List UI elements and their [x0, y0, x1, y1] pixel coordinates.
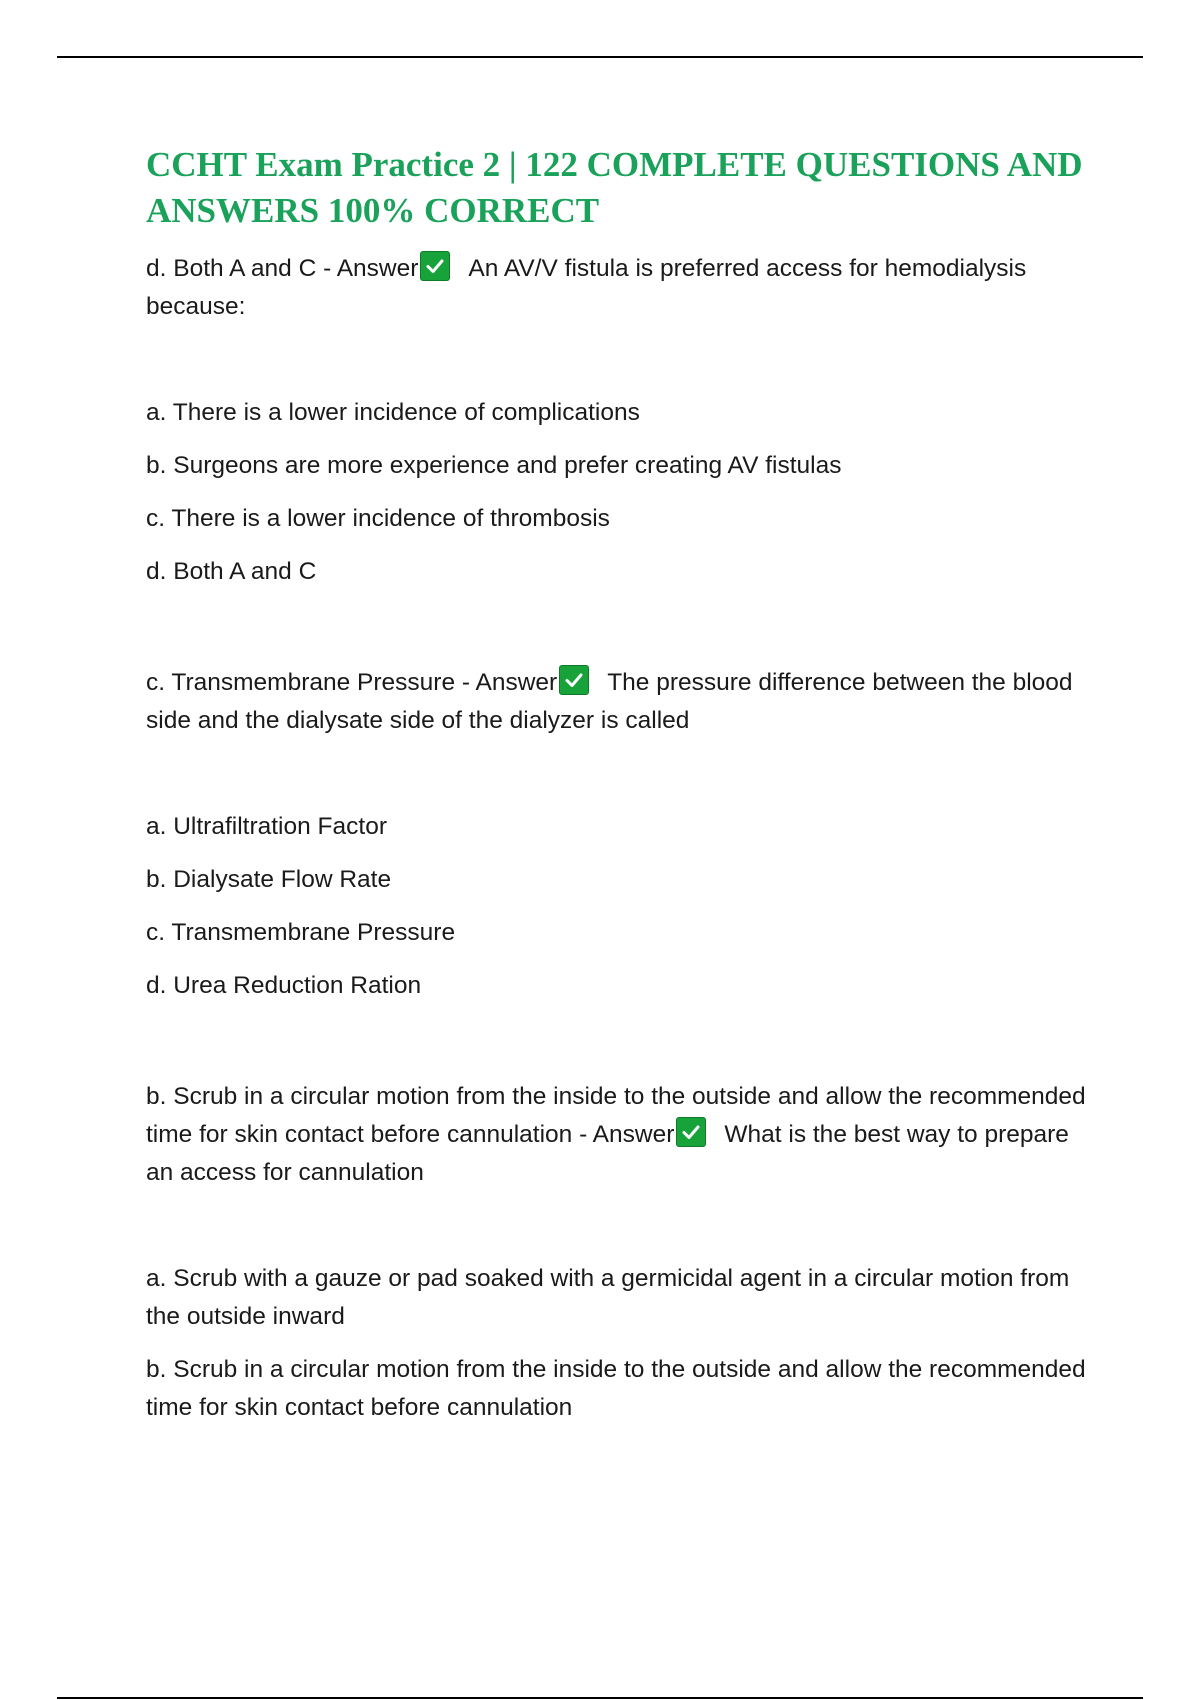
prompt-text: An AV/V fistula is preferred access for hemodialysis because:: [146, 255, 1027, 320]
option-item: b. Dialysate Flow Rate: [146, 866, 392, 893]
option-item: b. Surgeons are more experience and prefer creating AV fistulas: [146, 452, 842, 479]
option-item: c. Transmembrane Pressure: [146, 919, 456, 946]
option-item: a. Scrub with a gauze or pad soaked with a germicidal agent in a circular motion from the outside inward: [146, 1265, 1070, 1330]
option-item: d. Both A and C: [146, 558, 317, 585]
prompt-text: The pressure difference between the blood side and the dialysate side of the dialyzer is called: [146, 669, 1073, 734]
question-block-3: [146, 1078, 1086, 1427]
top-rule: [57, 56, 1143, 58]
question-text: [146, 664, 1086, 740]
answer-text: d. Both A and C - Answer: [146, 255, 419, 282]
option-item: b. Scrub in a circular motion from the inside to the outside and allow the recommended time for skin contact before cannulation: [146, 1356, 1086, 1421]
prompt-text: What is the best way to prepare an access for cannulation: [146, 1121, 1069, 1186]
question-text: [146, 250, 1086, 326]
checkmark-icon: [676, 1117, 706, 1147]
answer-text: b. Scrub in a circular motion from the inside to the outside and allow the recommended time for skin contact before cannulation - Answer: [146, 1083, 1086, 1148]
document-title: CCHT Exam Practice 2 | 122 COMPLETE QUESTIONS AND ANSWERS 100% CORRECT: [146, 145, 1083, 230]
answer-text: c. Transmembrane Pressure - Answer: [146, 669, 558, 696]
checkmark-icon: [420, 251, 450, 281]
option-item: c. There is a lower incidence of thrombosis: [146, 505, 610, 532]
question-text: [146, 1078, 1086, 1192]
option-item: d. Urea Reduction Ration: [146, 972, 422, 999]
option-item: a. There is a lower incidence of complications: [146, 399, 640, 426]
question-block-2: [146, 664, 1086, 1005]
option-item: a. Ultrafiltration Factor: [146, 813, 387, 840]
bottom-rule: [57, 1697, 1143, 1699]
checkmark-icon: [559, 665, 589, 695]
question-block-1: [146, 250, 1086, 591]
document-body: [146, 142, 1086, 1442]
